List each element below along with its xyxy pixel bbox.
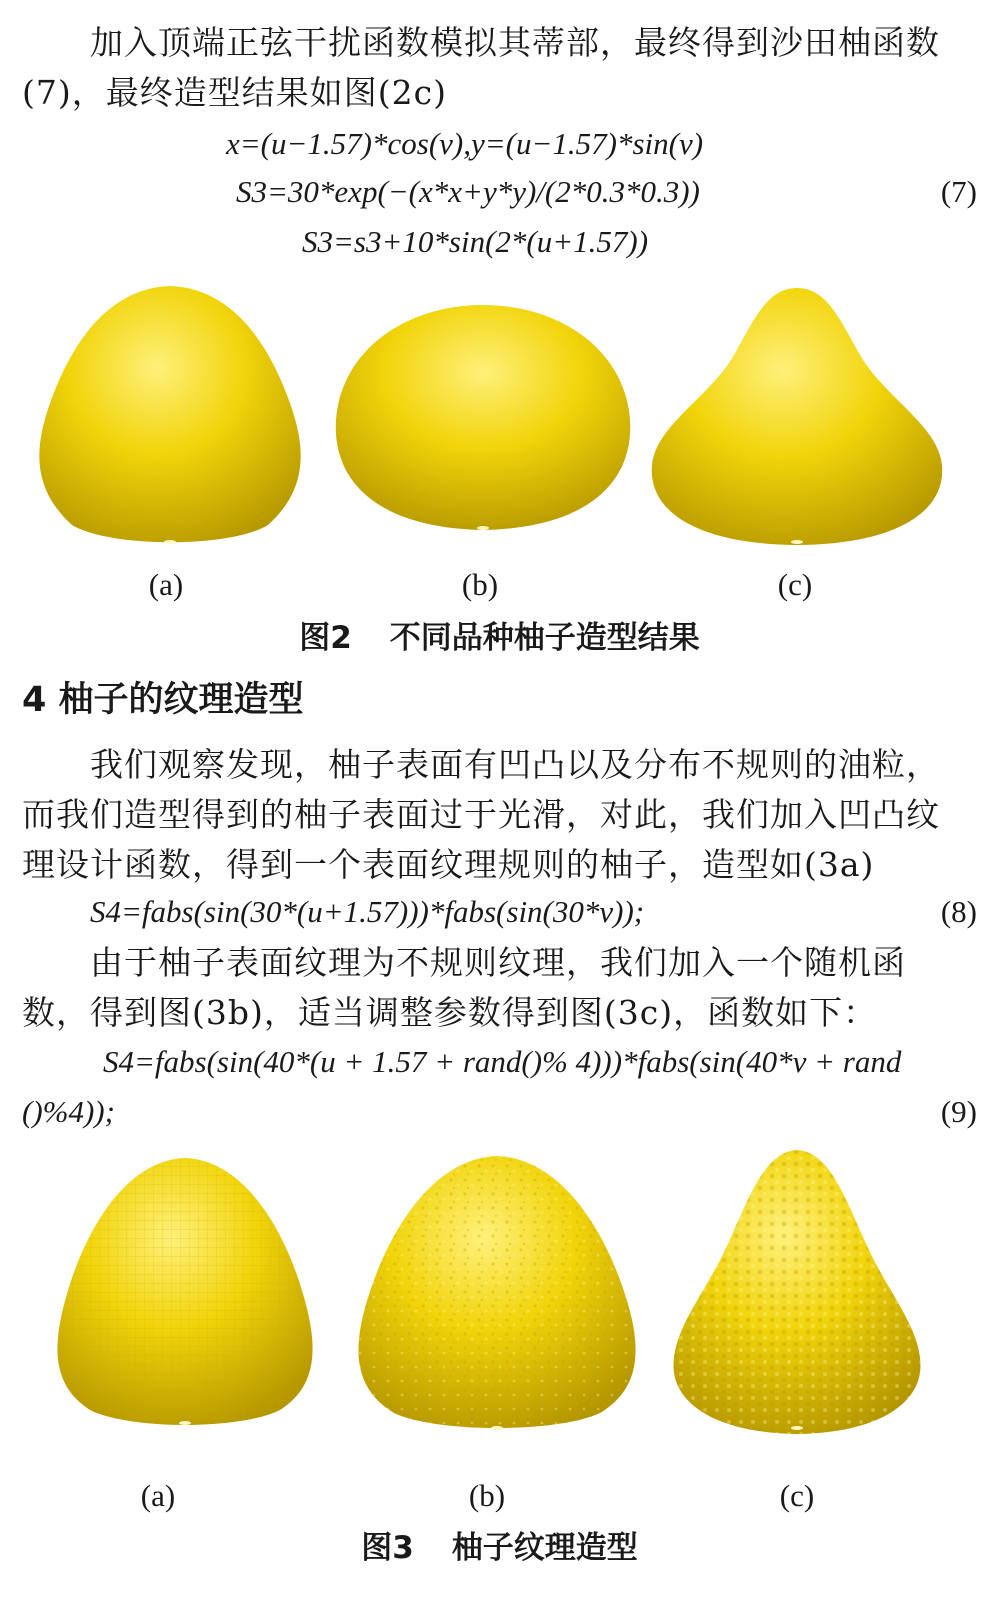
figure-3-sublabel-a: (a) [140,1478,176,1513]
equation-8: S4=fabs(sin(30*(u+1.57)))*fabs(sin(30*v)); [90,894,645,929]
figure-3-caption-text: 柚子纹理造型 [451,1530,638,1566]
figure-3-sublabel-c: (c) [779,1478,815,1513]
equation-7-number: (7) [940,174,977,209]
paragraph-1-line-1: 我们观察发现，柚子表面有凹凸以及分布不规则的油粒， [90,745,940,784]
intro-paragraph [22,18,977,68]
figure-2-caption-label: 图2 [299,620,352,656]
figure-3-caption-label: 图3 [361,1530,414,1566]
pomelo-2b [336,305,630,530]
equation-9-line-2: ()%4)); [22,1094,115,1129]
section-heading: 4 柚子的纹理造型 [22,680,304,720]
pomelo-2c [652,288,942,545]
paragraph-2-line-2: 数，得到图(3b)，适当调整参数得到图(3c)，函数如下： [22,993,878,1032]
paragraph-1 [22,740,977,790]
equation-9-number: (9) [940,1094,977,1129]
intro-line-1: 加入顶端正弦干扰函数模拟其蒂部，最终得到沙田柚函数 [90,23,940,62]
paragraph-1-line-2: 而我们造型得到的柚子表面过于光滑，对此，我们加入凹凸纹 [22,795,940,834]
figure-2-sublabel-c: (c) [777,567,813,602]
figure-2-sublabel-a: (a) [148,567,184,602]
equation-7-line-3: S3=s3+10*sin(2*(u+1.57)) [302,224,649,259]
paragraph-2-line-1: 由于柚子表面纹理为不规则纹理，我们加入一个随机函 [90,943,906,982]
paragraph-2 [22,938,977,988]
intro-line-2: (7)，最终造型结果如图(2c) [22,73,447,112]
pomelo-2a [39,286,300,544]
figure-2-caption [0,612,999,657]
figure-3-caption [0,1522,999,1567]
pomelo-3b [358,1156,635,1430]
figure-3-sublabel-b: (b) [468,1478,506,1513]
paragraph-1-line-3: 理设计函数，得到一个表面纹理规则的柚子，造型如(3a) [22,845,875,884]
paragraph-2-cont [22,988,977,1038]
pomelo-3c [674,1150,921,1434]
paragraph-1-cont [22,790,977,890]
figure-2-images [0,280,999,555]
equation-8-number: (8) [940,894,977,929]
figure-3-images [0,1148,999,1443]
figure-2-caption-text: 不同品种柚子造型结果 [389,620,700,656]
pomelo-3a [57,1158,312,1425]
equation-7-line-1: x=(u−1.57)*cos(v),y=(u−1.57)*sin(v) [226,126,704,161]
intro-paragraph-cont [22,68,977,118]
figure-2-sublabel-b: (b) [461,567,499,602]
equation-7-line-2: S3=30*exp(−(x*x+y*y)/(2*0.3*0.3)) [236,174,700,209]
equation-9-line-1: S4=fabs(sin(40*(u + 1.57 + rand()% 4)))*fabs(sin(40*v + rand [103,1044,902,1079]
